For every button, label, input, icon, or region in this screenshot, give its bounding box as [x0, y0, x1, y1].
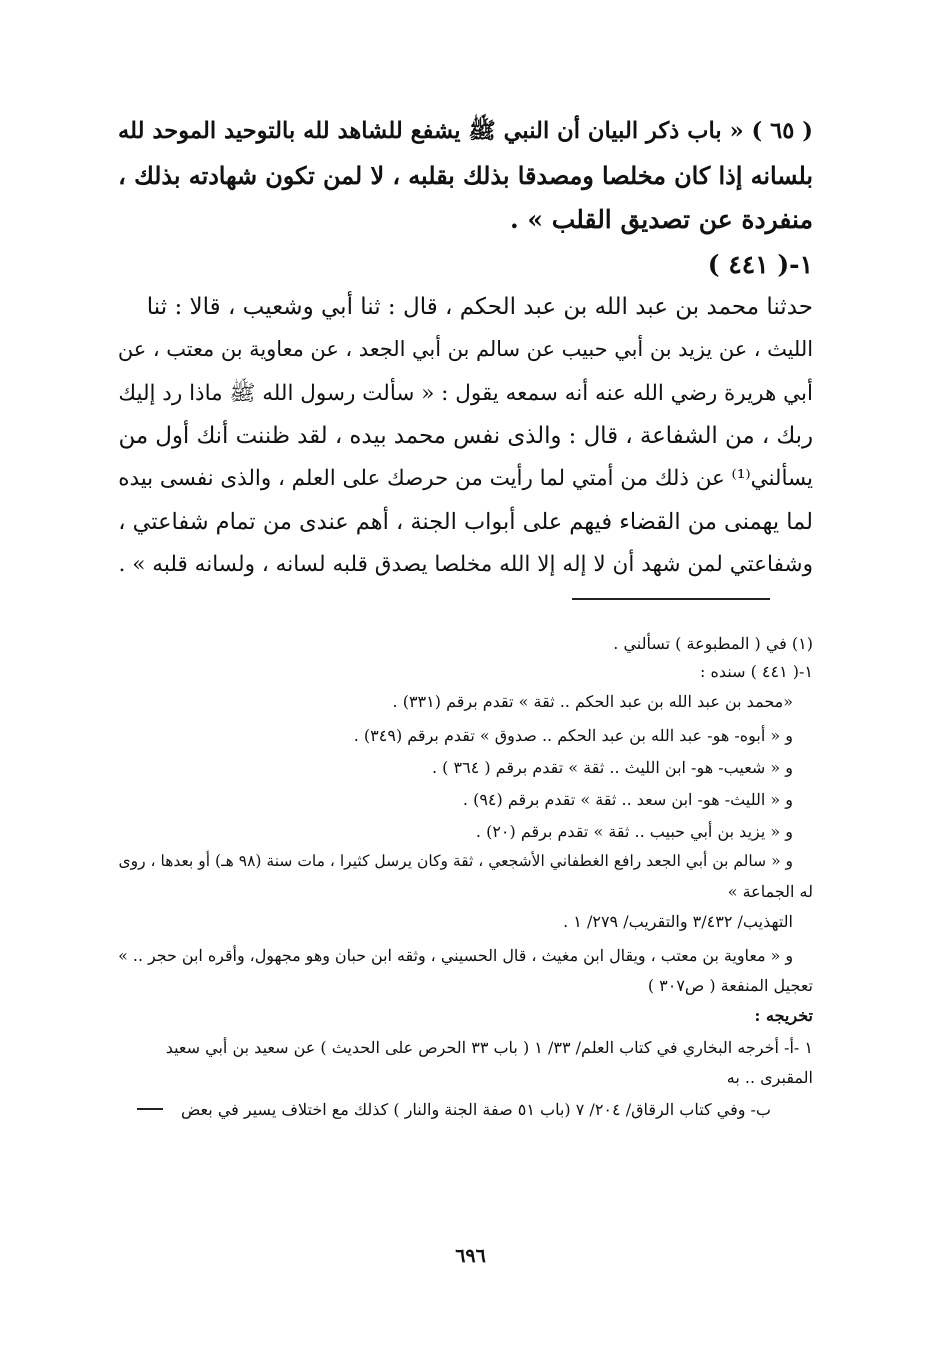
chapter-heading-line-3: منفردة عن تصديق القلب » . — [509, 205, 813, 234]
footnote-narrator-6: و « سالم بن أبي الجعد رافع الغطفاني الأشجعي ، ثقة وكان يرسل كثيرا ، مات سنة (٩٨ هـ) أو بعدها ، روى — [118, 852, 793, 870]
footnote-takhrij-1-cont: المقبرى .. به — [726, 1068, 813, 1087]
footnote-narrator-6-cont: له الجماعة » — [727, 882, 813, 901]
hadith-text-line-5: يسألني⁽¹⁾ عن ذلك من أمتي لما رأيت من حرصك على العلم ، والذى نفسى بيده — [118, 466, 813, 491]
hadith-number: ١-( ٤٤١ ) — [707, 250, 813, 279]
chapter-heading-line-1: ( ٦٥ ) « باب ذكر البيان أن النبي ﷺ يشفع للشاهد لله بالتوحيد الموحد لله — [118, 118, 813, 144]
hadith-text-line-3: أبي هريرة رضي الله عنه أنه سمعه يقول : « سألت رسول الله ﷺ ماذا رد إليك — [118, 381, 813, 406]
hadith-text-line-6: لما يهمنى من القضاء فيهم على أبواب الجنة ، أهم عندى من تمام شفاعتي ، — [118, 509, 813, 535]
hadith-text-line-7: وشفاعتي لمن شهد أن لا إله إلا الله مخلصا يصدق قلبه لسانه ، ولسانه قلبه » . — [118, 552, 813, 577]
hadith-text-line-1: حدثنا محمد بن عبد الله بن عبد الحكم ، قال : ثنا أبي وشعيب ، قالا : ثنا — [146, 294, 813, 320]
footnote-narrator-4: و « الليث- هو- ابن سعد .. ثقة » تقدم برقم (٩٤) . — [462, 790, 793, 809]
footnote-isnad-title: ١-( ٤٤١ ) سنده : — [699, 662, 813, 681]
footnote-narrator-7: و « معاوية بن معتب ، ويقال ابن مغيث ، قال الحسيني ، وثقه ابن حبان وهو مجهول، وأقره ابن حجر .. » — [118, 946, 793, 965]
hadith-text-line-4: ربك ، من الشفاعة ، قال : والذى نفس محمد بيده ، لقد ظننت أنك أول من — [118, 423, 813, 449]
footnote-takhrij-1: ١ -أ- أخرجه البخاري في كتاب العلم/ ٣٣/ ١ ( باب ٣٣ الحرص على الحديث ) عن سعيد بن أبي سعيد — [165, 1038, 813, 1057]
footnote-separator — [572, 598, 770, 600]
hadith-text-line-2: الليث ، عن يزيد بن أبي حبيب عن سالم بن أبي الجعد ، عن معاوية بن معتب ، عن — [117, 337, 813, 361]
footnote-takhrij-title: تخريجه : — [754, 1006, 813, 1025]
footnote-narrator-3: و « شعيب- هو- ابن الليث .. ثقة » تقدم برقم ( ٣٦٤ ) . — [432, 758, 793, 777]
page-number: ٦٩٦ — [455, 1245, 486, 1267]
footnote-1: (١) في ( المطبوعة ) تسألني . — [613, 634, 813, 653]
footnote-narrator-1: «محمد بن عبد الله بن عبد الحكم .. ثقة » تقدم برقم (٣٣١) . — [392, 692, 793, 711]
continuation-dash — [137, 1108, 163, 1110]
footnote-narrator-2: و « أبوه- هو- عبد الله بن عبد الحكم .. صدوق » تقدم برقم (٣٤٩) . — [353, 726, 793, 745]
footnote-reference-2: تعجيل المنفعة ( ص٣٠٧ ) — [647, 976, 813, 995]
footnote-reference: التهذيب/ ٣/٤٣٢ والتقريب/ ٢٧٩/ ١ . — [563, 912, 793, 931]
footnote-takhrij-2: ب- وفي كتاب الرقاق/ ٢٠٤/ ٧ (باب ٥١ صفة الجنة والنار ) كذلك مع اختلاف يسير في بعض — [180, 1100, 771, 1119]
chapter-heading-line-2: بلسانه إذا كان مخلصا ومصدقا بذلك بقلبه ، لا لمن تكون شهادته بذلك ، — [118, 162, 813, 190]
footnote-narrator-5: و « يزيد بن أبي حبيب .. ثقة » تقدم برقم (٢٠) . — [475, 822, 793, 841]
